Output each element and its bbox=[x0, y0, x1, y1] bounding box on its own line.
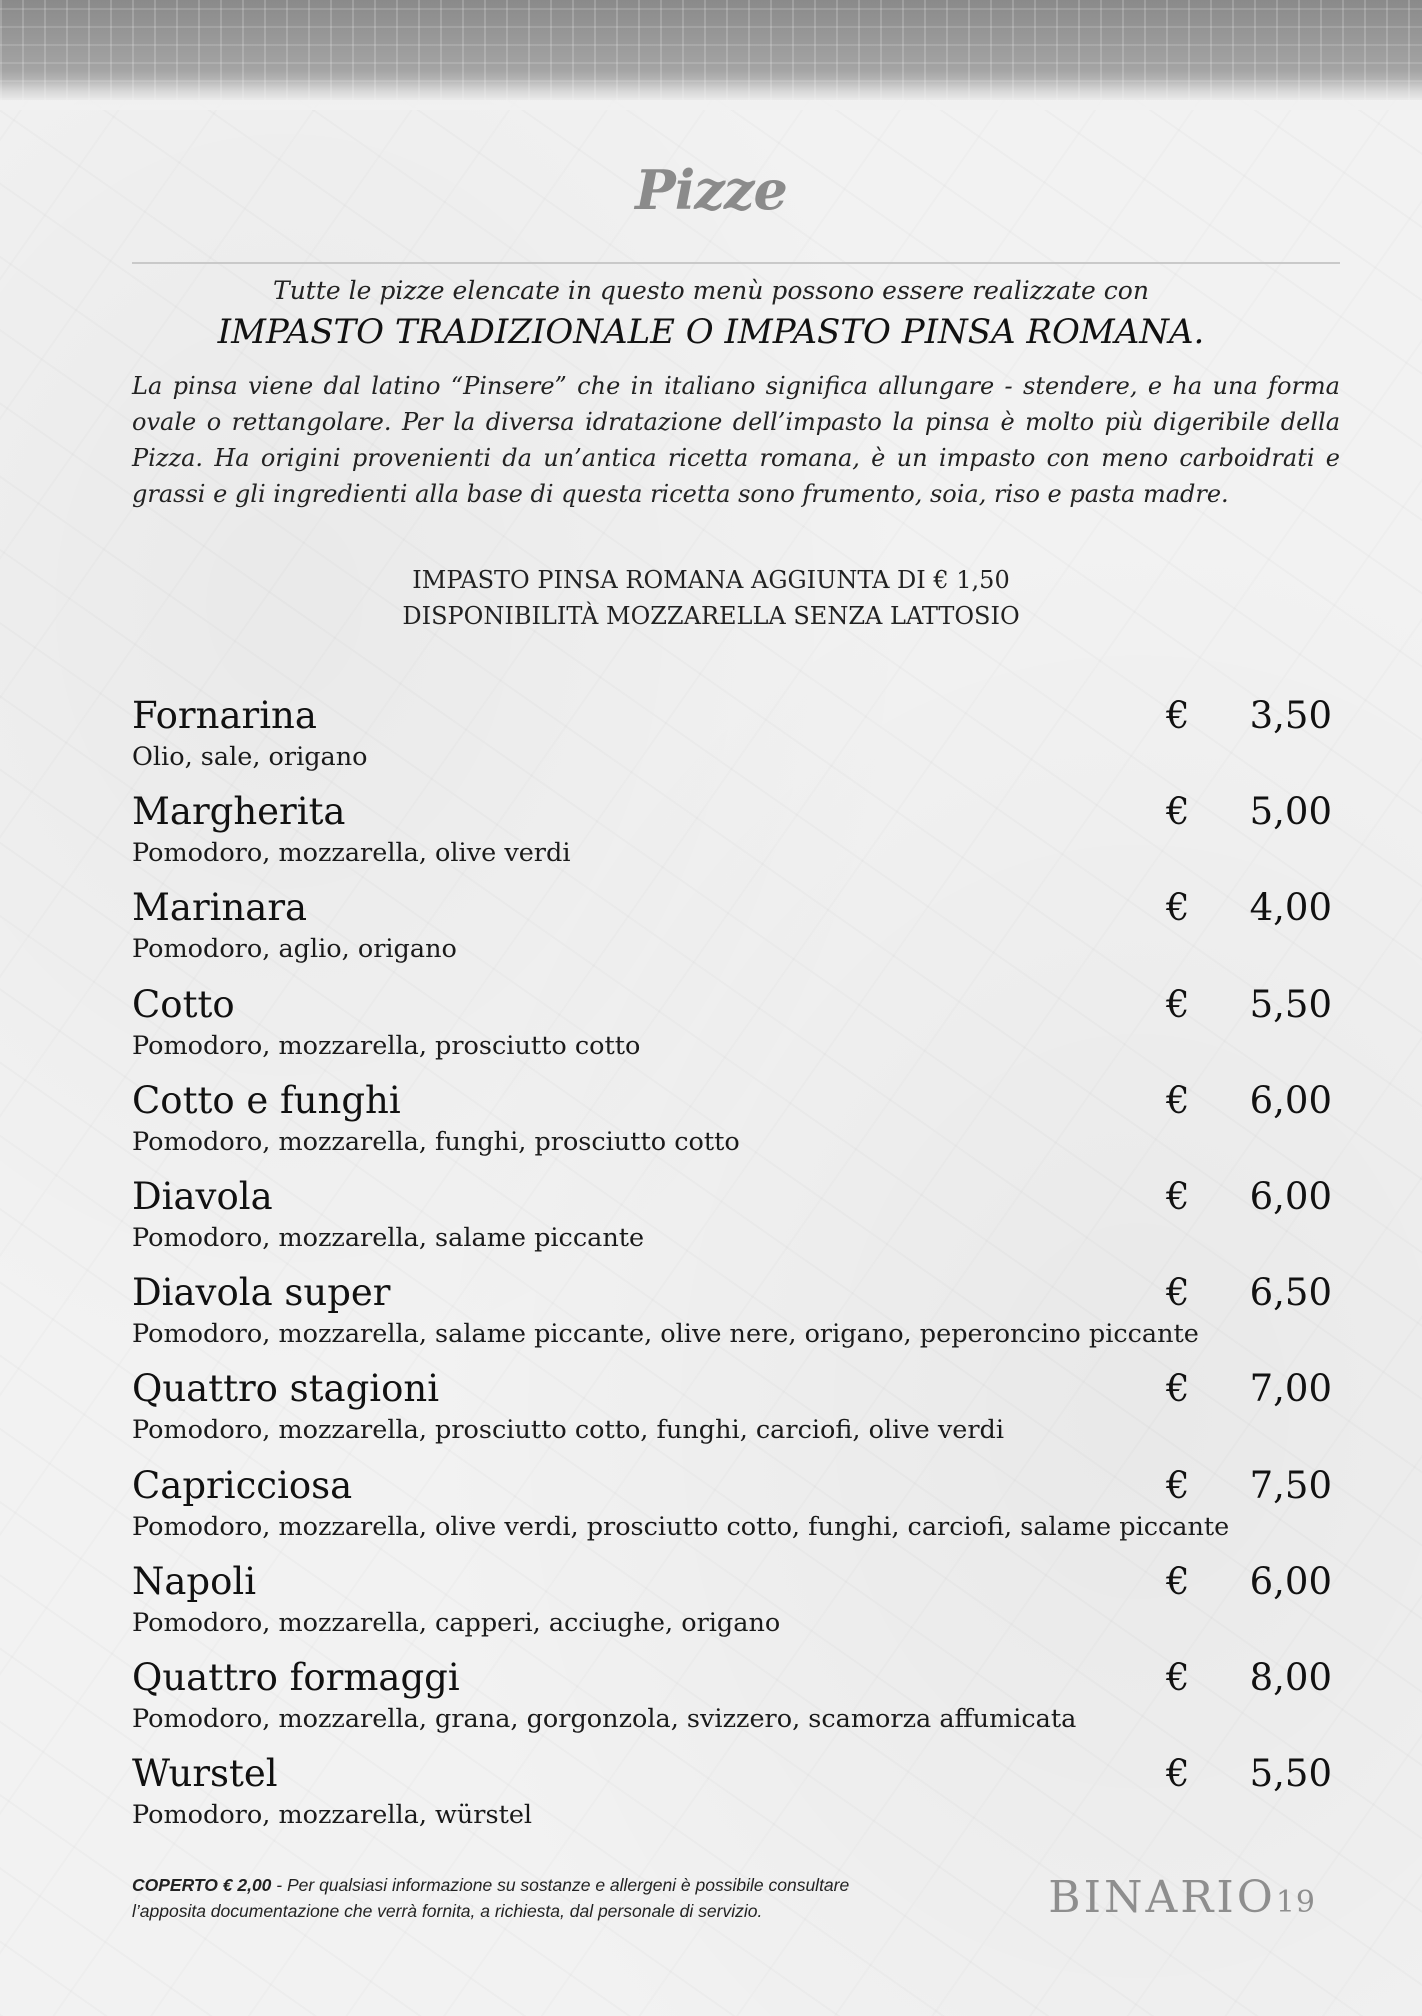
dough-notes bbox=[0, 562, 1422, 634]
currency-symbol: € bbox=[1166, 1463, 1190, 1507]
menu-item bbox=[132, 1077, 1332, 1173]
menu-item bbox=[132, 788, 1332, 884]
item-price: 5,50 bbox=[1249, 982, 1332, 1026]
intro-headline: IMPASTO TRADIZIONALE O IMPASTO PINSA ROMANA. bbox=[217, 312, 1205, 352]
page-title: Pizze bbox=[635, 158, 787, 222]
menu-item bbox=[132, 1269, 1332, 1365]
cover-charge: COPERTO € 2,00 bbox=[132, 1875, 272, 1895]
item-description: Pomodoro, aglio, origano bbox=[132, 934, 457, 965]
item-name: Capricciosa bbox=[132, 1463, 353, 1507]
item-price: 8,00 bbox=[1249, 1655, 1332, 1699]
item-name: Cotto e funghi bbox=[132, 1078, 401, 1122]
footer-note bbox=[132, 1872, 952, 1924]
item-price: 3,50 bbox=[1249, 694, 1332, 737]
item-price: 7,00 bbox=[1249, 1367, 1332, 1411]
item-description: Pomodoro, mozzarella, funghi, prosciutto cotto bbox=[132, 1126, 740, 1157]
currency-symbol: € bbox=[1166, 1367, 1190, 1411]
item-name: Wurstel bbox=[132, 1752, 278, 1796]
allergen-note-line-2: l’apposita documentazione che verrà fornita, a richiesta, dal personale di servizio. bbox=[132, 1901, 763, 1921]
item-price: 6,00 bbox=[1249, 1559, 1332, 1603]
item-description: Olio, sale, origano bbox=[132, 742, 368, 772]
title-divider bbox=[132, 262, 1340, 264]
currency-symbol: € bbox=[1166, 694, 1190, 737]
item-name: Diavola super bbox=[132, 1271, 391, 1315]
allergen-note-line-1: - Per qualsiasi informazione su sostanze e allergeni è possibile consultare bbox=[271, 1875, 850, 1895]
brand-number: 19 bbox=[1275, 1885, 1316, 1920]
menu-item bbox=[132, 1558, 1332, 1654]
currency-symbol: € bbox=[1166, 886, 1190, 930]
item-description: Pomodoro, mozzarella, olive verdi bbox=[132, 838, 571, 869]
menu-item bbox=[132, 884, 1332, 980]
item-description: Pomodoro, mozzarella, grana, gorgonzola, svizzero, scamorza affumicata bbox=[132, 1703, 1077, 1734]
item-price: 4,00 bbox=[1249, 886, 1332, 930]
item-name: Cotto bbox=[132, 982, 235, 1026]
header-band-fade bbox=[0, 80, 1422, 110]
item-description: Pomodoro, mozzarella, würstel bbox=[132, 1800, 533, 1831]
brand-logo bbox=[1036, 1872, 1316, 1923]
item-name: Quattro formaggi bbox=[132, 1655, 460, 1699]
menu-item bbox=[132, 1173, 1332, 1269]
menu-item bbox=[132, 1365, 1332, 1461]
currency-symbol: € bbox=[1166, 790, 1190, 834]
currency-symbol: € bbox=[1166, 982, 1190, 1026]
item-price: 6,00 bbox=[1249, 1078, 1332, 1122]
item-price: 5,00 bbox=[1249, 790, 1332, 834]
item-price: 6,50 bbox=[1249, 1271, 1332, 1315]
brand-name: BINARIO bbox=[1048, 1872, 1276, 1923]
item-description: Pomodoro, mozzarella, prosciutto cotto, funghi, carciofi, olive verdi bbox=[132, 1415, 1005, 1446]
item-description: Pomodoro, mozzarella, olive verdi, prosciutto cotto, funghi, carciofi, salame piccante bbox=[132, 1511, 1230, 1542]
currency-symbol: € bbox=[1166, 1271, 1190, 1315]
menu-item bbox=[132, 1462, 1332, 1558]
menu-item bbox=[132, 1750, 1332, 1846]
menu-item bbox=[132, 981, 1332, 1077]
intro-paragraph: La pinsa viene dal latino “Pinsere” che in italiano significa allungare - stendere, e ha una forma ovale o rettangolare. Per la diversa idratazione dell’impasto la pinsa è molto più digeribile della Pizza. Ha origini provenienti da un’antica ricetta romana, è un impasto con meno carboidrati e grassi e gli ingredienti alla base di questa ricetta sono frumento, soia, riso e pasta madre. bbox=[132, 372, 1340, 508]
item-name: Margherita bbox=[132, 790, 346, 834]
currency-symbol: € bbox=[1166, 1559, 1190, 1603]
item-price: 6,00 bbox=[1249, 1174, 1332, 1218]
item-price: 5,50 bbox=[1249, 1752, 1332, 1796]
item-description: Pomodoro, mozzarella, salame piccante, olive nere, origano, peperoncino piccante bbox=[132, 1319, 1199, 1350]
menu-item bbox=[132, 1654, 1332, 1750]
currency-symbol: € bbox=[1166, 1752, 1190, 1796]
menu-item bbox=[132, 692, 1332, 788]
pinsa-surcharge-note: IMPASTO PINSA ROMANA AGGIUNTA DI € 1,50 bbox=[412, 566, 1010, 594]
item-description: Pomodoro, mozzarella, salame piccante bbox=[132, 1222, 645, 1253]
lactose-free-note: DISPONIBILITÀ MOZZARELLA SENZA LATTOSIO bbox=[402, 602, 1020, 630]
item-price: 7,50 bbox=[1249, 1463, 1332, 1507]
item-name: Fornarina bbox=[132, 694, 317, 737]
pizza-list bbox=[132, 692, 1332, 1846]
currency-symbol: € bbox=[1166, 1078, 1190, 1122]
item-name: Diavola bbox=[132, 1174, 273, 1218]
item-description: Pomodoro, mozzarella, prosciutto cotto bbox=[132, 1030, 641, 1061]
item-name: Quattro stagioni bbox=[132, 1367, 440, 1411]
item-name: Napoli bbox=[132, 1559, 257, 1603]
currency-symbol: € bbox=[1166, 1174, 1190, 1218]
currency-symbol: € bbox=[1166, 1655, 1190, 1699]
item-description: Pomodoro, mozzarella, capperi, acciughe, origano bbox=[132, 1607, 781, 1638]
item-name: Marinara bbox=[132, 886, 308, 930]
intro-line: Tutte le pizze elencate in questo menù possono essere realizzate con bbox=[273, 276, 1149, 305]
